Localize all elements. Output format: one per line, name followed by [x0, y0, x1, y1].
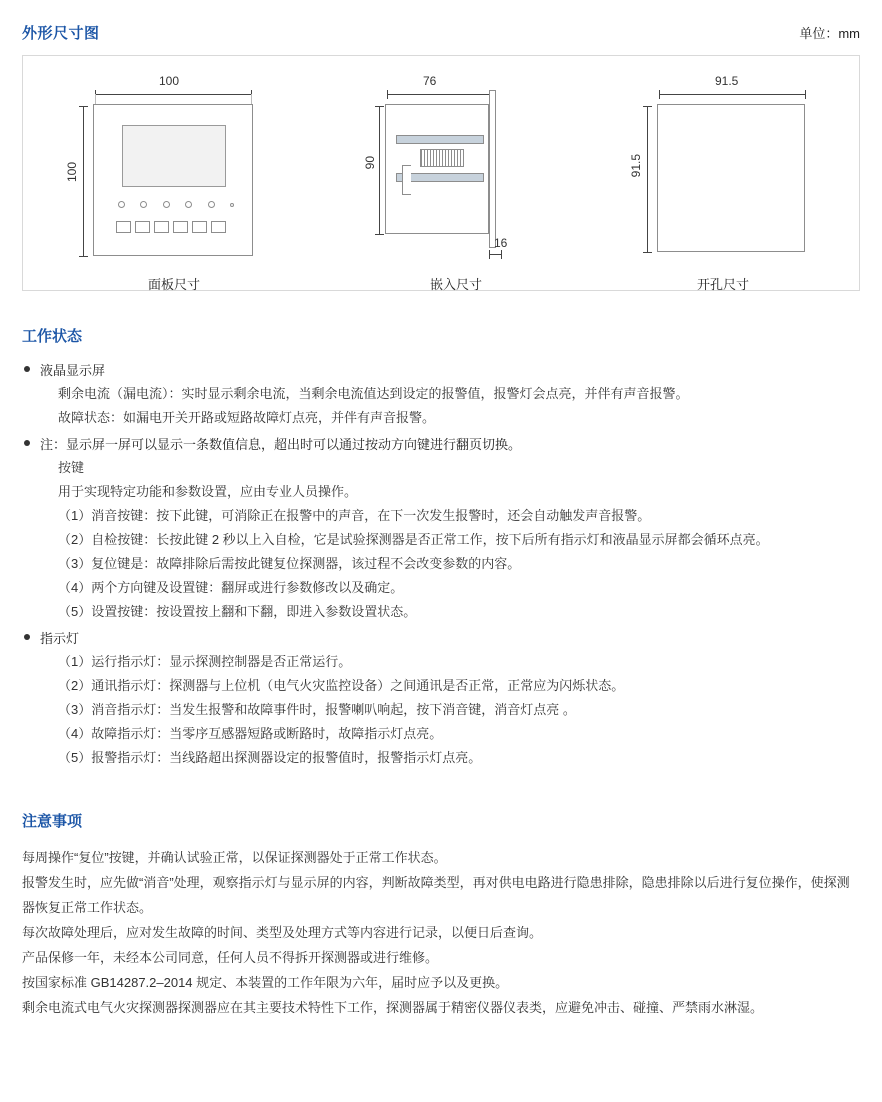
panel-width-value: 100 [159, 74, 180, 88]
embed-side-tab [402, 165, 411, 195]
work-status-title: 工作状态 [22, 328, 83, 345]
embed-width-value: 76 [423, 74, 437, 88]
panel-button-2 [135, 221, 150, 233]
work-status-item-line: （1）运行指示灯：显示探测控制器是否正常运行。 [58, 654, 352, 669]
panel-lcd-screen [122, 125, 226, 187]
work-status-section [22, 325, 860, 770]
work-status-list [22, 360, 860, 770]
cutout-outline [657, 104, 805, 252]
work-status-item-line: （3）消音指示灯：当发生报警和故障事件时，报警喇叭响起，按下消音键，消音灯点亮 。 [58, 702, 576, 717]
embed-hatch-block [420, 149, 464, 167]
notice-line: 报警发生时，应先做“消音”处理，观察指示灯与显示屏的内容，判断故障类型，再对供电电路进行隐患排除，隐患排除以后进行复位操作，使探测器恢复正常工作状态。 [22, 875, 850, 915]
list-item [22, 360, 860, 430]
panel-button-5 [192, 221, 207, 233]
work-status-item-head: 指示灯 [40, 631, 80, 646]
panel-button-row [116, 221, 226, 233]
cutout-height-tick-top [643, 106, 652, 107]
panel-button-3 [154, 221, 169, 233]
cutout-height-value: 91.5 [629, 154, 643, 178]
bullet-dot-icon [24, 440, 30, 446]
notice-title: 注意事项 [22, 813, 83, 830]
panel-height-tick-top [79, 106, 88, 107]
notice-line: 剩余电流式电气火灾探测器探测器应在其主要技术特性下工作，探测器属于精密仪器仪表类，应避免冲击、碰撞、严禁雨水淋湿。 [22, 1000, 764, 1015]
work-status-item-line: （4）两个方向键及设置键：翻屏或进行参数修改以及确定。 [58, 580, 404, 595]
notice-line: 每周操作“复位”按键，并确认试验正常，以保证探测器处于正常工作状态。 [22, 850, 447, 865]
embed-depth-tick-left [489, 250, 490, 259]
bullet-dot-icon [24, 366, 30, 372]
list-item [22, 628, 860, 770]
work-status-item-line: （3）复位键是：故障排除后需按此键复位探测器，该过程不会改变参数的内容。 [58, 556, 521, 571]
work-status-item-head: 液晶显示屏 [40, 363, 106, 378]
led-comm-icon [140, 201, 147, 208]
work-status-item-subhead: 按键 [58, 460, 85, 475]
cutout-width-line [659, 94, 805, 95]
panel-button-1 [116, 221, 131, 233]
work-status-item-line: （2）通讯指示灯：探测器与上位机（电气火灾监控设备）之间通讯是否正常，正常应为闪烁状态。 [58, 678, 625, 693]
panel-height-tick-bottom [79, 256, 88, 257]
figure-cutout-dimension [623, 74, 823, 292]
led-extra-icon [230, 203, 234, 207]
work-status-item-line: 用于实现特定功能和参数设置，应由专业人员操作。 [58, 484, 358, 499]
cutout-height-line [647, 106, 648, 252]
work-status-item-line: （5）报警指示灯：当线路超出探测器设定的报警值时，报警指示灯点亮。 [58, 750, 482, 765]
led-alarm-icon [208, 201, 215, 208]
embed-height-tick-top [375, 106, 384, 107]
dimension-section-header [22, 22, 860, 43]
led-mute-icon [163, 201, 170, 208]
embed-body-outline [385, 104, 489, 234]
embed-height-tick-bottom [375, 234, 384, 235]
panel-height-line [83, 106, 84, 256]
led-fault-icon [185, 201, 192, 208]
figure-cutout-caption: 开孔尺寸 [696, 277, 749, 292]
panel-button-6 [211, 221, 226, 233]
work-status-item-head: 注：显示屏一屏可以显示一条数值信息，超出时可以通过按动方向键进行翻页切换。 [40, 437, 522, 452]
work-status-item-line: （2）自检按键：长按此键 2 秒以上入自检，它是试验探测器是否正常工作，按下后所有指示灯和液晶显示屏都会循环点亮。 [58, 532, 769, 547]
work-status-item-line: （5）设置按键：按设置按上翻和下翻，即进入参数设置状态。 [58, 604, 417, 619]
dimension-drawing-box [22, 55, 860, 291]
panel-width-line [95, 94, 251, 95]
cutout-height-tick-bottom [643, 252, 652, 253]
notice-line: 每次故障处理后，应对发生故障的时间、类型及处理方式等内容进行记录，以便日后查询。 [22, 925, 543, 940]
cutout-width-tick-left [659, 90, 660, 99]
embed-height-value: 90 [363, 156, 377, 170]
notice-section [22, 810, 860, 1020]
embed-depth-tick-right [501, 250, 502, 259]
panel-indicator-led-row [118, 201, 234, 208]
cutout-width-tick-right [805, 90, 806, 99]
list-item [22, 434, 860, 624]
dimension-section-title: 外形尺寸图 [22, 25, 100, 42]
figure-embedded-caption: 嵌入尺寸 [429, 277, 482, 292]
embed-width-line [387, 94, 491, 95]
embed-bar-top [396, 135, 484, 144]
led-run-icon [118, 201, 125, 208]
figure-panel-dimension [59, 74, 289, 292]
embed-width-tick-left [387, 90, 388, 99]
notice-list [22, 845, 860, 1020]
cutout-width-value: 91.5 [715, 74, 739, 88]
embed-height-line [379, 106, 380, 234]
dimension-unit-label: 单位：mm [799, 26, 860, 41]
work-status-item-line: （4）故障指示灯：当零序互感器短路或断路时，故障指示灯点亮。 [58, 726, 443, 741]
figure-panel-caption: 面板尺寸 [147, 277, 200, 292]
bullet-dot-icon [24, 634, 30, 640]
work-status-item-line: 剩余电流（漏电流）：实时显示剩余电流，当剩余电流值达到设定的报警值，报警灯会点亮，并伴有声音报警。 [58, 386, 689, 401]
embed-depth-line [489, 254, 501, 255]
panel-button-4 [173, 221, 188, 233]
work-status-item-line: 故障状态：如漏电开关开路或短路故障灯点亮，并伴有声音报警。 [58, 410, 436, 425]
work-status-item-line: （1）消音按键：按下此键，可消除正在报警中的声音，在下一次发生报警时，还会自动触发声音报警。 [58, 508, 651, 523]
figure-embedded-dimension [361, 74, 551, 292]
panel-outline [93, 104, 253, 256]
notice-line: 按国家标准 GB14287.2–2014 规定、本装置的工作年限为六年，届时应予以及更换。 [22, 975, 509, 990]
embed-depth-value: 16 [494, 236, 508, 250]
embed-flange [489, 90, 496, 248]
panel-height-value: 100 [65, 162, 79, 183]
notice-line: 产品保修一年，未经本公司同意，任何人员不得拆开探测器或进行维修。 [22, 950, 439, 965]
